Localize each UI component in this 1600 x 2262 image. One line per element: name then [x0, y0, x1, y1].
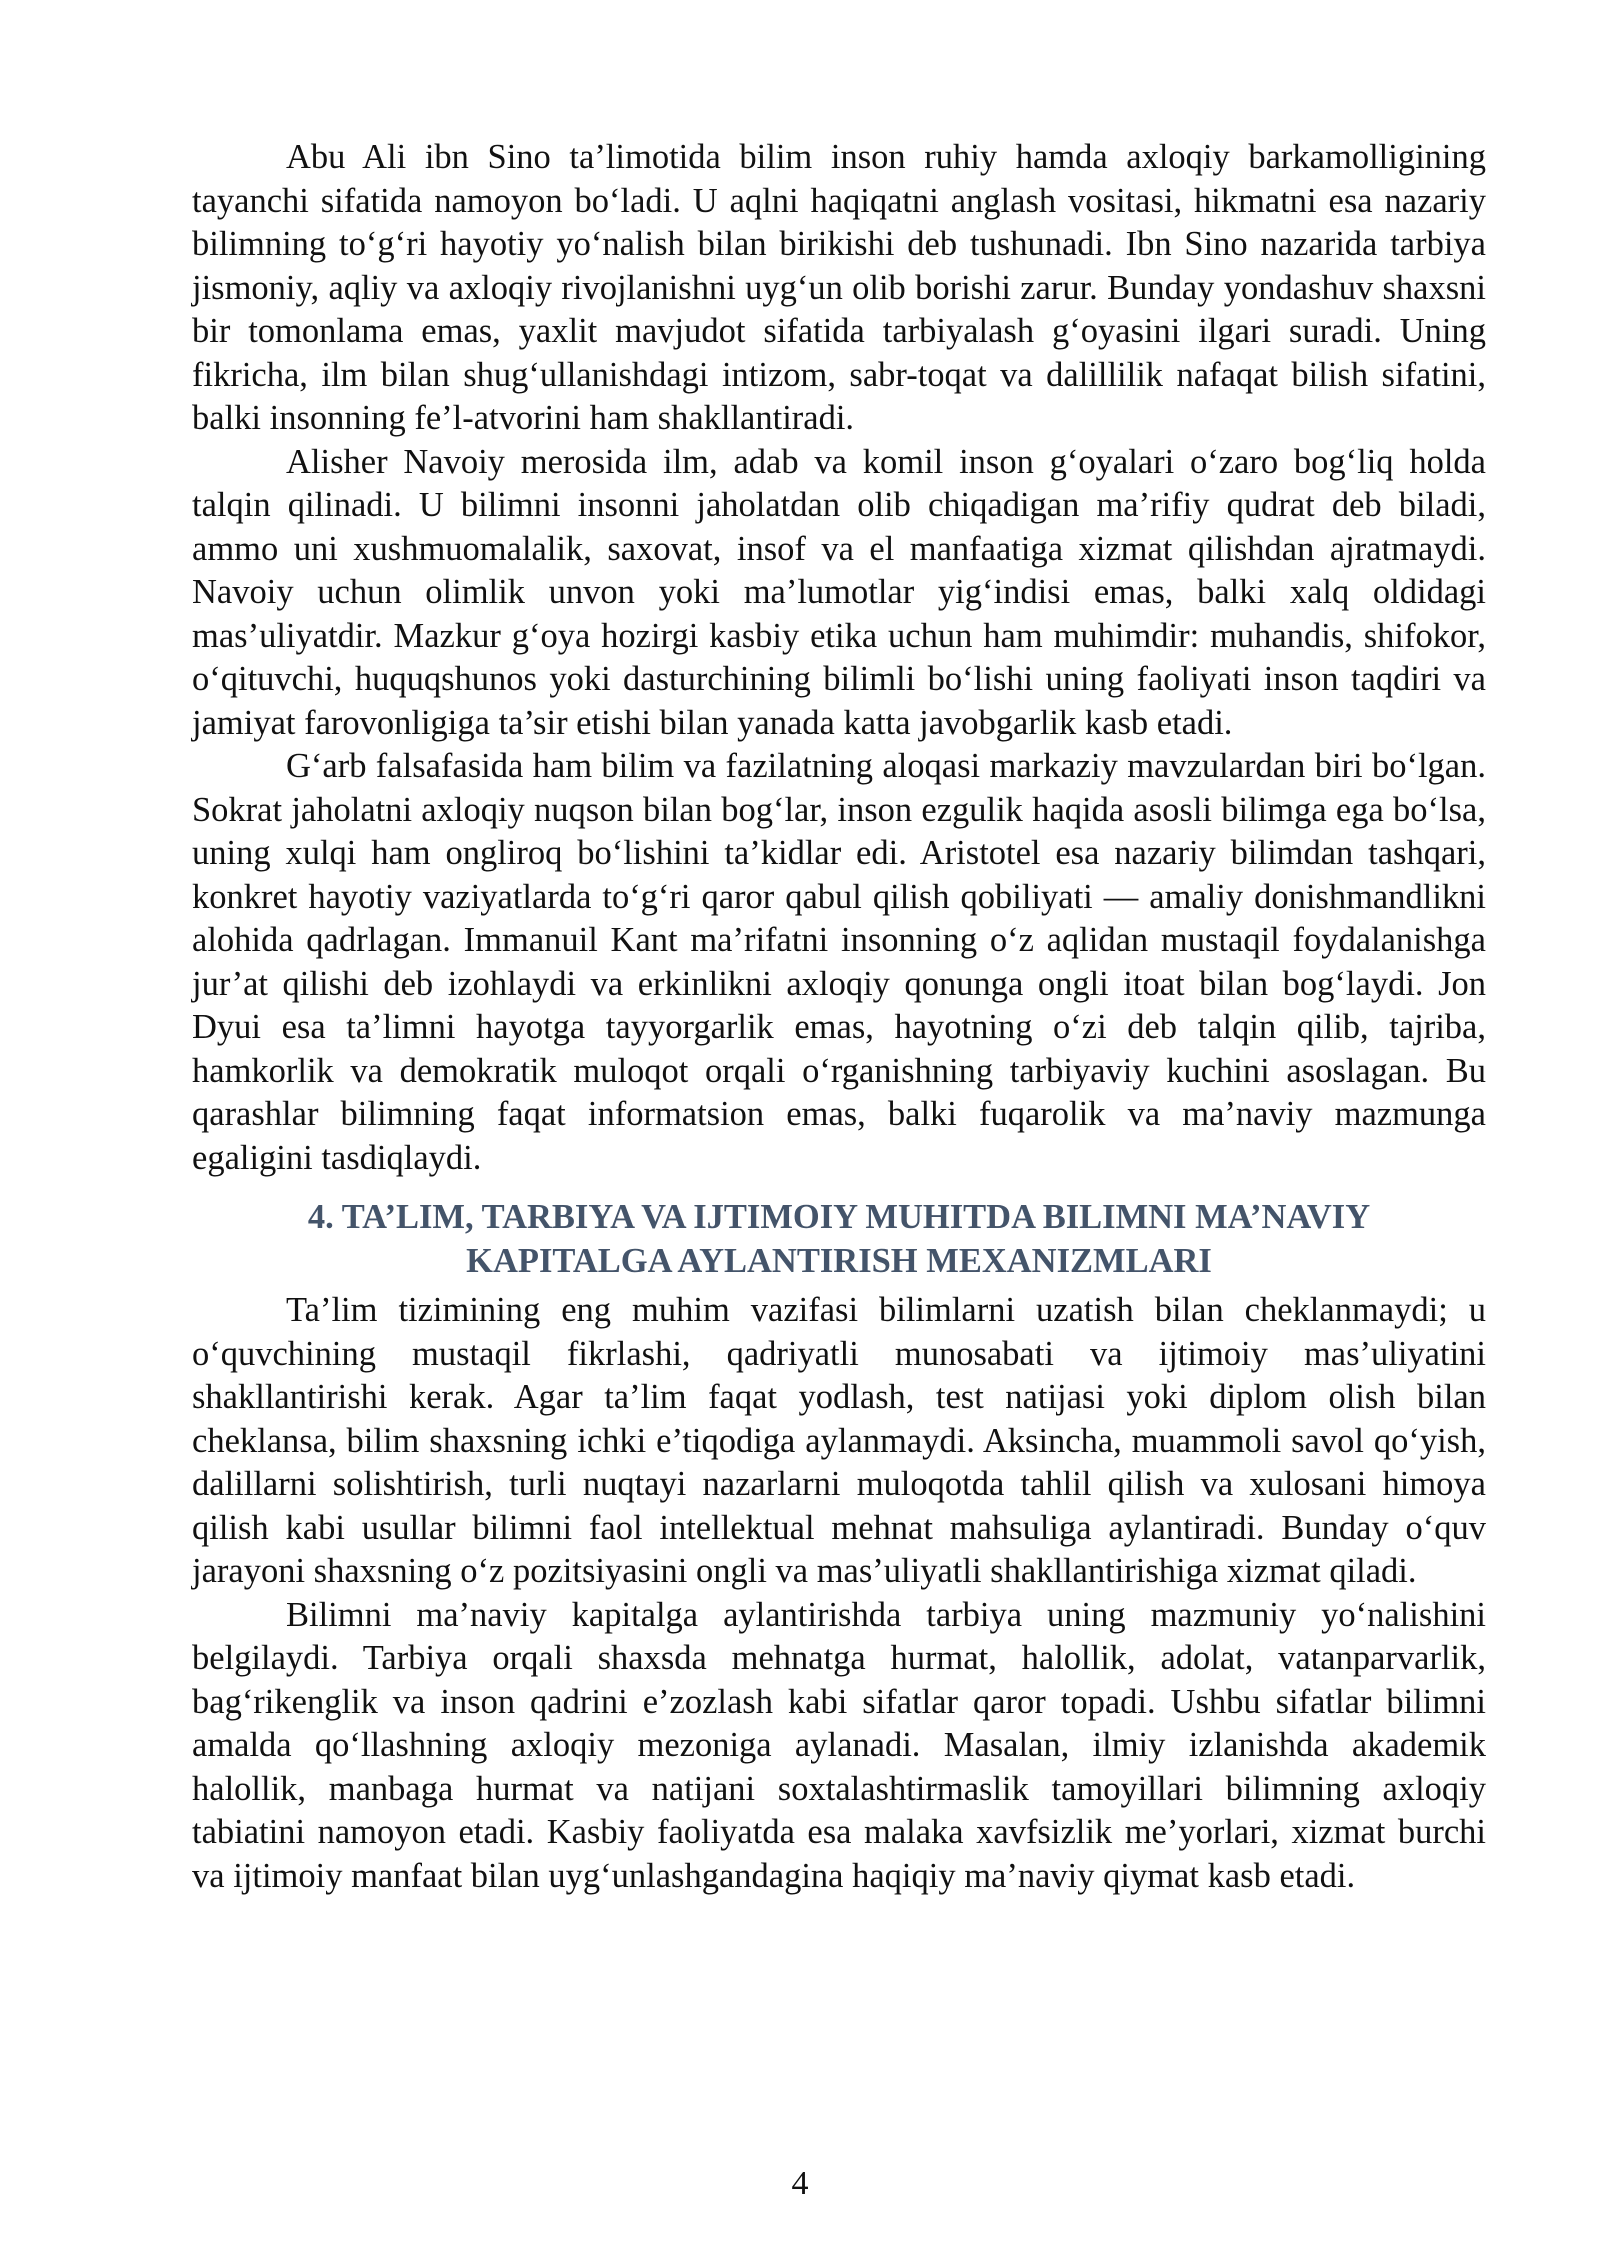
section-heading: [192, 1196, 1486, 1283]
paragraph-western-philosophy: G‘arb falsafasida ham bilim va fazilatning aloqasi markaziy mavzulardan biri bo‘lgan. Sokrat jaholatni axloqiy nuqson bilan bog‘lar, inson ezgulik haqida asosli bilimga ega bo‘lsa, uning xulqi ham ongliroq bo‘lishini ta’kidlar edi. Aristotel esa nazariy bilimdan tashqari, konkret hayotiy vaziyatlarda to‘g‘ri qaror qabul qilish qobiliyati — amaliy donishmandlikni alohida qadrlagan. Immanuil Kant ma’rifatni insonning o‘z aqlidan mustaqil foydalanishga jur’at qilishi deb izohlaydi va erkinlikni axloqiy qonunga ongli itoat bilan bog‘laydi. Jon Dyui esa ta’limni hayotga tayyorgarlik emas, hayotning o‘zi deb talqin qilib, tajriba, hamkorlik va demokratik muloqot orqali o‘rganishning tarbiyaviy kuchini asoslagan. Bu qarashlar bilimning faqat informatsion emas, balki fuqarolik va ma’naviy mazmunga egaligini tasdiqlaydi.: [192, 747, 1486, 1177]
paragraph-ibn-sino: Abu Ali ibn Sino ta’limotida bilim inson ruhiy hamda axloqiy barkamolligining tayanchi sifatida namoyon bo‘ladi. U aqlni haqiqatni anglash vositasi, hikmatni esa nazariy bilimning to‘g‘ri hayotiy yo‘nalish bilan birikishi deb tushunadi. Ibn Sino nazarida tarbiya jismoniy, aqliy va axloqiy rivojlanishni uyg‘un olib borishi zarur. Bunday yondashuv shaxsni bir tomonlama emas, yaxlit mavjudot sifatida tarbiyalash g‘oyasini ilgari suradi. Uning fikricha, ilm bilan shug‘ullanishdagi intizom, sabr-toqat va dalillilik nafaqat bilish sifatini, balki insonning fe’l-atvorini ham shakllantiradi.: [192, 138, 1486, 437]
section-heading-line-1: 4. TA’LIM, TARBIYA VA IJTIMOIY MUHITDA BILIMNI MA’NAVIY: [307, 1198, 1371, 1236]
page-number: 4: [791, 2165, 809, 2202]
paragraph-navoiy: Alisher Navoiy merosida ilm, adab va komil inson g‘oyalari o‘zaro bog‘liq holda talqin qilinadi. U bilimni insonni jaholatdan olib chiqadigan ma’rifiy qudrat deb biladi, ammo uni xushmuomalalik, saxovat, insof va el manfaatiga xizmat qilishdan ajratmaydi. Navoiy uchun olimlik unvon yoki ma’lumotlar yig‘indisi emas, balki xalq oldidagi mas’uliyatdir. Mazkur g‘oya hozirgi kasbiy etika uchun ham muhimdir: muhandis, shifokor, o‘qituvchi, huquqshunos yoki dasturchining bilimli bo‘lishi uning faoliyati inson taqdiri va jamiyat farovonligiga ta’sir etishi bilan yanada katta javobgarlik kasb etadi.: [192, 442, 1486, 742]
section-heading-line-2: KAPITALGA AYLANTIRISH MEXANIZMLARI: [466, 1241, 1212, 1280]
paragraph-education-system: Ta’lim tizimining eng muhim vazifasi bilimlarni uzatish bilan cheklanmaydi; u o‘quvchining mustaqil fikrlashi, qadriyatli munosabati va ijtimoiy mas’uliyatini shakllantirishi kerak. Agar ta’lim faqat yodlash, test natijasi yoki diplom olish bilan cheklansa, bilim shaxsning ichki e’tiqodiga aylanmaydi. Aksincha, muammoli savol qo‘yish, dalillarni solishtirish, turli nuqtayi nazarlarni muloqotda tahlil qilish va xulosani himoya qilish kabi usullar bilimni faol intellektual mehnat mahsuliga aylantiradi. Bunday o‘quv jarayoni shaxsning o‘z pozitsiyasini ongli va mas’uliyatli shakllantirishiga xizmat qiladi.: [192, 1291, 1486, 1590]
document-page: [192, 136, 1486, 1898]
paragraph-upbringing: Bilimni ma’naviy kapitalga aylantirishda tarbiya uning mazmuniy yo‘nalishini belgilaydi. Tarbiya orqali shaxsda mehnatga hurmat, halollik, adolat, vatanparvarlik, bag‘rikenglik va inson qadrini e’zozlash kabi sifatlar qaror topadi. Ushbu sifatlar bilimni amalda qo‘llashning axloqiy mezoniga aylanadi. Masalan, ilmiy izlanishda akademik halollik, manbaga hurmat va natijani soxtalashtirmaslik tamoyillari bilimning axloqiy tabiatini namoyon etadi. Kasbiy faoliyatda esa malaka xavfsizlik me’yorlari, xizmat burchi va ijtimoiy manfaat bilan uyg‘unlashgandagina haqiqiy ma’naviy qiymat kasb etadi.: [192, 1595, 1486, 1895]
